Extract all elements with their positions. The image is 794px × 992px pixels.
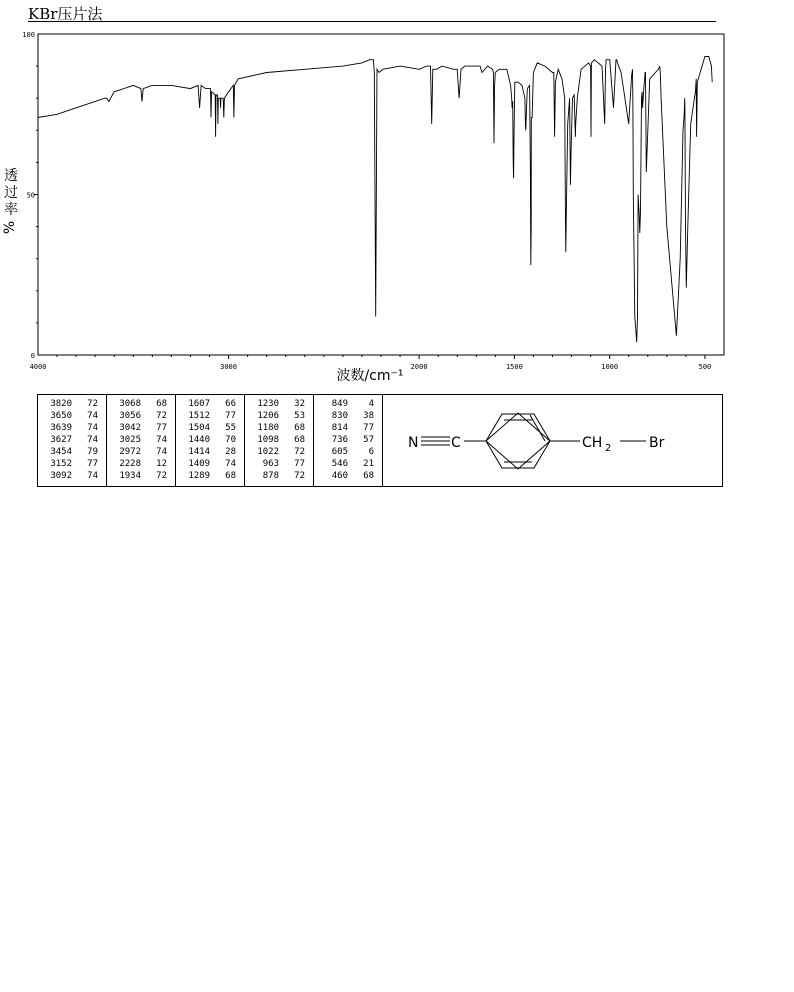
peak-table-row — [245, 422, 313, 434]
peak-table-row — [245, 434, 313, 446]
peak-wavenumber: 830 — [331, 411, 348, 421]
peak-table-row — [245, 458, 313, 470]
peak-transmittance: 72 — [156, 471, 167, 481]
peak-transmittance: 74 — [87, 471, 98, 481]
peak-table-column — [38, 395, 107, 486]
peak-transmittance: 68 — [156, 399, 167, 409]
peak-wavenumber: 3454 — [50, 447, 72, 457]
peak-table-row — [38, 422, 106, 434]
peak-transmittance: 77 — [156, 423, 167, 433]
peak-transmittance: 21 — [363, 459, 374, 469]
peak-transmittance: 74 — [87, 423, 98, 433]
atom-n: N — [408, 435, 419, 451]
peak-table-row — [245, 446, 313, 458]
peak-table-row — [176, 398, 244, 410]
peak-table-row — [176, 458, 244, 470]
peak-transmittance: 68 — [294, 423, 305, 433]
peak-transmittance: 77 — [87, 459, 98, 469]
peak-wavenumber: 3092 — [50, 471, 72, 481]
y-tick-label: 50 — [26, 191, 35, 200]
peak-transmittance: 66 — [225, 399, 236, 409]
x-axis-label: 波数/cm⁻¹ — [336, 368, 404, 384]
peak-wavenumber: 3627 — [50, 435, 72, 445]
peak-transmittance: 38 — [363, 411, 374, 421]
peak-transmittance: 74 — [87, 435, 98, 445]
peak-table-column — [176, 395, 245, 486]
group-ch: CH — [582, 435, 603, 451]
peak-wavenumber: 460 — [331, 471, 348, 481]
peak-table-row — [176, 422, 244, 434]
peak-transmittance: 32 — [294, 399, 305, 409]
peak-wavenumber: 3042 — [119, 423, 141, 433]
peak-wavenumber: 3650 — [50, 411, 72, 421]
peak-wavenumber: 849 — [331, 399, 348, 409]
peak-table-row — [38, 398, 106, 410]
peak-table-row — [107, 470, 175, 482]
peak-table-column — [107, 395, 176, 486]
peak-transmittance: 55 — [225, 423, 236, 433]
peak-table-row — [176, 446, 244, 458]
peak-table-row — [107, 446, 175, 458]
peak-wavenumber: 546 — [331, 459, 348, 469]
peak-table-row — [107, 410, 175, 422]
peak-table-row — [176, 470, 244, 482]
peak-wavenumber: 1512 — [188, 411, 210, 421]
x-tick-label: 1000 — [601, 363, 619, 371]
peak-transmittance: 68 — [294, 435, 305, 445]
peak-wavenumber: 963 — [262, 459, 279, 469]
peak-wavenumber: 3639 — [50, 423, 72, 433]
structure-diagram — [344, 0, 724, 486]
y-label-char-3: 率 — [4, 202, 18, 218]
peak-table-row — [38, 410, 106, 422]
peak-table-row — [107, 422, 175, 434]
peak-transmittance: 6 — [368, 447, 374, 457]
peak-wavenumber: 1230 — [257, 399, 279, 409]
peak-transmittance: 70 — [225, 435, 236, 445]
peak-table-row — [38, 470, 106, 482]
peak-wavenumber: 605 — [331, 447, 348, 457]
peak-transmittance: 74 — [156, 447, 167, 457]
peak-table-row — [176, 410, 244, 422]
peak-transmittance: 77 — [294, 459, 305, 469]
peak-transmittance: 57 — [363, 435, 374, 445]
peak-transmittance: 4 — [368, 399, 374, 409]
y-label-percent: % — [2, 220, 19, 235]
y-label-char-1: 透 — [4, 168, 18, 184]
peak-table-row — [107, 458, 175, 470]
peak-wavenumber: 1409 — [188, 459, 210, 469]
peak-transmittance: 53 — [294, 411, 305, 421]
peak-wavenumber: 1440 — [188, 435, 210, 445]
peak-transmittance: 12 — [156, 459, 167, 469]
peak-wavenumber: 3056 — [119, 411, 141, 421]
peak-transmittance: 72 — [294, 447, 305, 457]
peak-table-row — [245, 410, 313, 422]
peak-transmittance: 72 — [294, 471, 305, 481]
peak-table-row — [245, 470, 313, 482]
page-title: KBr压片法 — [28, 5, 103, 23]
x-tick-label: 4000 — [29, 363, 47, 371]
peak-transmittance: 72 — [87, 399, 98, 409]
peak-wavenumber: 1934 — [119, 471, 141, 481]
peak-wavenumber: 1206 — [257, 411, 279, 421]
peak-table-row — [245, 398, 313, 410]
peak-table-row — [38, 446, 106, 458]
peak-table-row — [107, 398, 175, 410]
peak-wavenumber: 3025 — [119, 435, 141, 445]
subscript-2: 2 — [605, 443, 612, 454]
peak-transmittance: 68 — [225, 471, 236, 481]
peak-wavenumber: 878 — [262, 471, 279, 481]
peak-wavenumber: 1022 — [257, 447, 279, 457]
x-tick-label: 500 — [698, 363, 712, 371]
peak-wavenumber: 2972 — [119, 447, 141, 457]
benzene-ring — [486, 413, 550, 469]
peak-wavenumber: 3068 — [119, 399, 141, 409]
peak-wavenumber: 1607 — [188, 399, 210, 409]
peak-wavenumber: 3820 — [50, 399, 72, 409]
y-tick-label: 100 — [22, 31, 35, 39]
peak-transmittance: 74 — [225, 459, 236, 469]
x-tick-label: 1500 — [505, 363, 523, 371]
peak-wavenumber: 1504 — [188, 423, 210, 433]
x-tick-label: 2000 — [410, 363, 428, 371]
atom-br: Br — [649, 435, 665, 451]
peak-transmittance: 74 — [156, 435, 167, 445]
peak-transmittance: 74 — [87, 411, 98, 421]
peak-transmittance: 72 — [156, 411, 167, 421]
peak-wavenumber: 736 — [331, 435, 348, 445]
peak-wavenumber: 3152 — [50, 459, 72, 469]
peak-wavenumber: 1180 — [257, 423, 279, 433]
peak-transmittance: 77 — [363, 423, 374, 433]
benzene-ring-hex — [486, 414, 550, 468]
peak-table-row — [107, 434, 175, 446]
peak-wavenumber: 1289 — [188, 471, 210, 481]
atom-c: C — [451, 435, 461, 451]
peak-transmittance: 77 — [225, 411, 236, 421]
y-tick-label: 0 — [30, 352, 35, 360]
peak-wavenumber: 1414 — [188, 447, 210, 457]
peak-table-row — [38, 458, 106, 470]
peak-table-row — [176, 434, 244, 446]
peak-wavenumber: 2228 — [119, 459, 141, 469]
peak-table-column — [245, 395, 314, 486]
x-tick-label: 3000 — [220, 363, 237, 371]
y-label-char-2: 过 — [4, 185, 18, 201]
peak-transmittance: 28 — [225, 447, 236, 457]
peak-wavenumber: 814 — [331, 423, 348, 433]
peak-wavenumber: 1098 — [257, 435, 279, 445]
peak-transmittance: 68 — [363, 471, 374, 481]
peak-table-row — [38, 434, 106, 446]
peak-transmittance: 79 — [87, 447, 98, 457]
